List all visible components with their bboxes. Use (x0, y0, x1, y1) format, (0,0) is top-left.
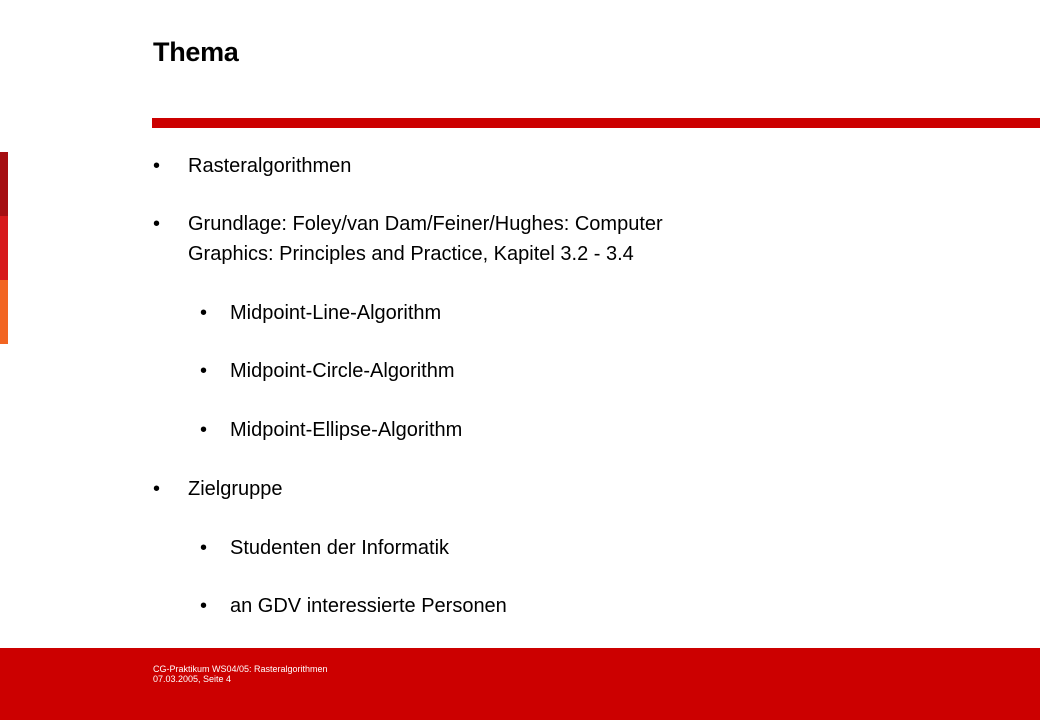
bullet-marker: • (153, 478, 161, 500)
bullet-marker: • (200, 537, 208, 559)
bullet-text-line2: Graphics: Principles and Practice, Kapitel 3.2 - 3.4 (188, 243, 634, 265)
footer-date-page: 07.03.2005, Seite 4 (153, 674, 232, 684)
bullet-text: Studenten der Informatik (230, 537, 450, 559)
bullet-marker: • (153, 155, 161, 177)
bullet-marker: • (153, 213, 161, 235)
bullet-marker: • (200, 360, 208, 382)
footer-course: CG-Praktikum WS04/05: Rasteralgorithmen (153, 664, 328, 674)
bullet-text: Midpoint-Line-Algorithm (230, 302, 442, 324)
bullet-text: an GDV interessierte Personen (230, 595, 507, 617)
bullet-text: Midpoint-Circle-Algorithm (230, 360, 455, 382)
bullet-marker: • (200, 595, 208, 617)
bullet-text: Zielgruppe (188, 478, 283, 500)
bullet-text: Rasteralgorithmen (188, 155, 352, 177)
bullet-text-line1: Grundlage: Foley/van Dam/Feiner/Hughes: Computer (188, 213, 663, 235)
bullet-text: Midpoint-Ellipse-Algorithm (230, 419, 463, 441)
footer-text (153, 664, 328, 684)
slide-title: Thema (153, 37, 239, 67)
bullet-marker: • (200, 302, 208, 324)
footer-bar (0, 648, 1040, 720)
bullet-marker: • (200, 419, 208, 441)
